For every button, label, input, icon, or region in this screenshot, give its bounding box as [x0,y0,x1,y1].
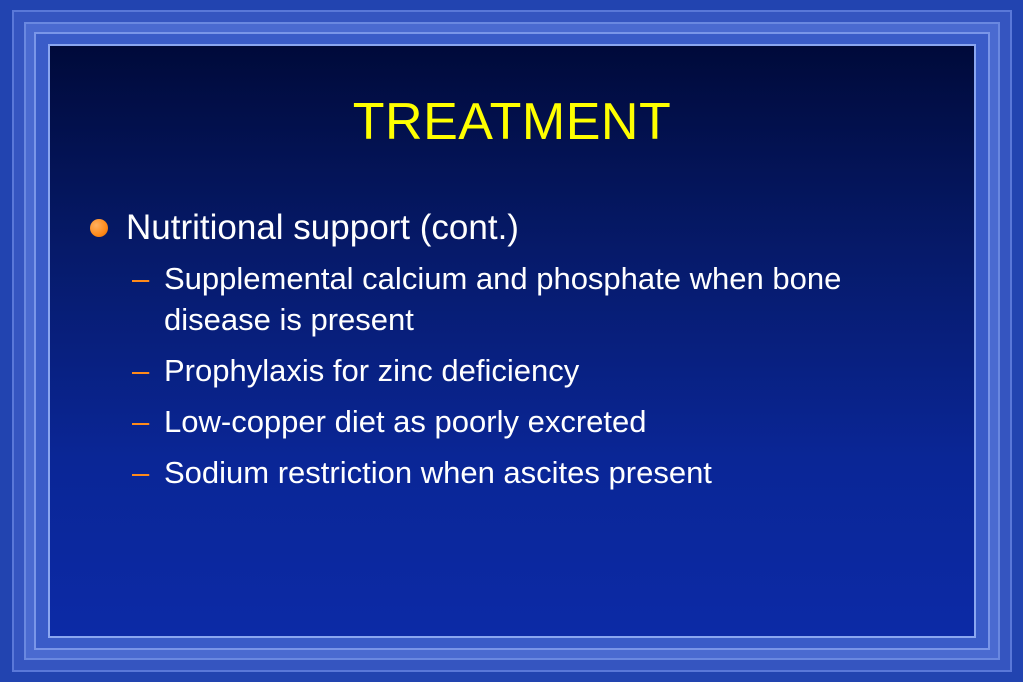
slide-canvas [48,44,976,638]
sub-bullet-text: Sodium restriction when ascites present [164,455,712,490]
sub-bullet-list [132,258,950,493]
dash-icon: – [132,455,150,490]
sub-bullet-item [132,258,904,340]
slide-body [90,206,950,503]
dash-icon: – [132,404,150,439]
slide-title: TREATMENT [352,93,672,151]
bullet-dot-icon [90,219,108,237]
sub-bullet-text: Low-copper diet as poorly excreted [164,404,647,439]
sub-bullet-item [132,350,904,391]
sub-bullet-item [132,401,904,442]
bullet-text: Nutritional support (cont.) [126,208,519,247]
sub-bullet-item [132,452,904,493]
sub-bullet-text: Supplemental calcium and phosphate when bone disease is present [164,261,842,337]
dash-icon: – [132,353,150,388]
bullet-item [90,206,950,250]
dash-icon: – [132,261,150,296]
sub-bullet-text: Prophylaxis for zinc deficiency [164,353,580,388]
